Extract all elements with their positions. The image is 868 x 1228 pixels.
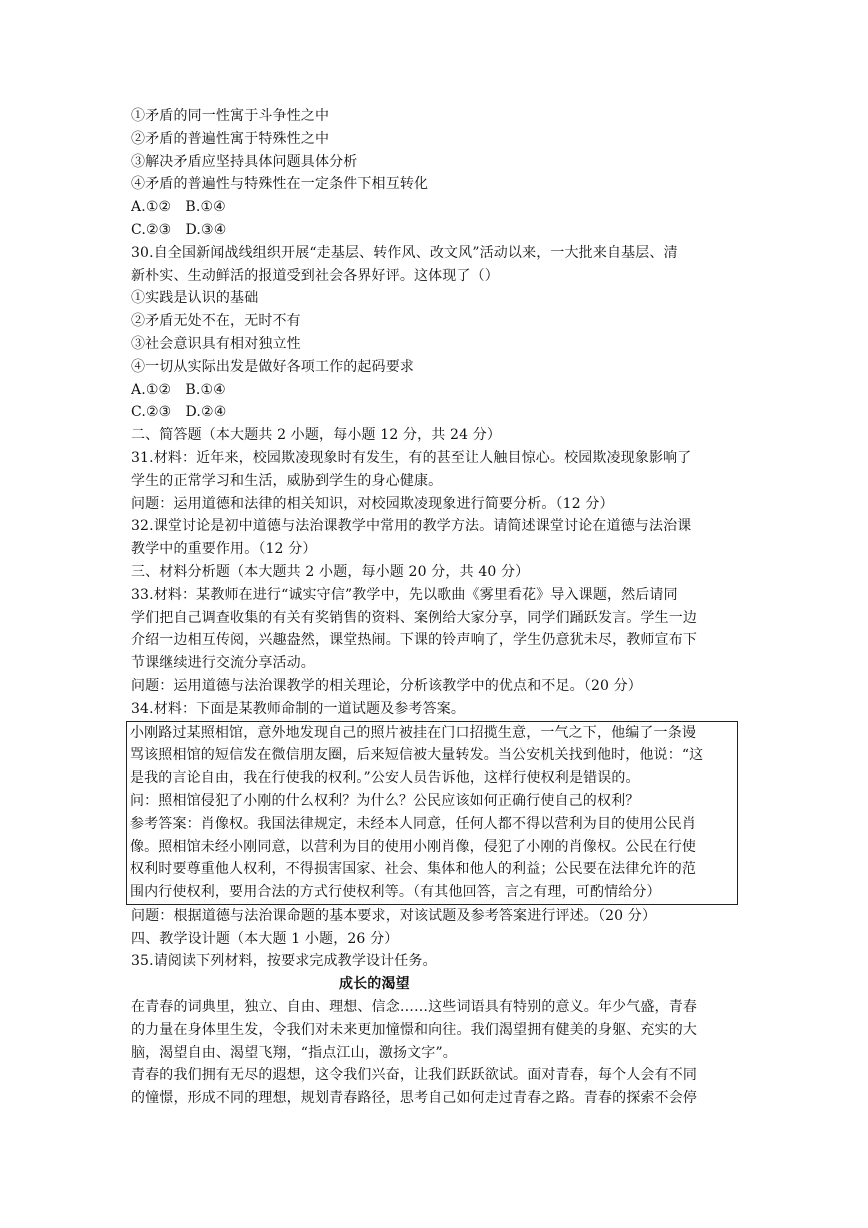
text-line: 35.请阅读下列材料，按要求完成教学设计任务。: [131, 953, 437, 970]
passage-line: 青春的我们拥有无尽的遐想，这令我们兴奋，让我们跃跃欲试。面对青春，每个人会有不同: [131, 1067, 697, 1084]
box-text-line: 权利时要尊重他人权利，不得损害国家、社会、集体和他人的利益；公民要在法律允许的范: [130, 861, 696, 878]
text-line: 学生的正常学习和生活，威胁到学生的身心健康。: [131, 472, 443, 489]
text-line: 介绍一边相互传阅，兴趣盎然，课堂热闹。下课的铃声响了，学生仍意犹未尽，教师宣布下: [131, 632, 697, 649]
passage-line: 在青春的词典里，独立、自由、理想、信念……这些词语具有特别的意义。年少气盛，青春: [131, 999, 697, 1016]
question-text-block-2: [131, 905, 741, 973]
text-line: 30.自全国新闻战线组织开展“走基层、转作风、改文风”活动以来，一大批来自基层、清: [131, 244, 678, 261]
text-line: ②矛盾的普遍性寓于特殊性之中: [131, 130, 330, 147]
text-line: 问题：运用道德和法律的相关知识，对校园欺凌现象进行简要分析。（12 分）: [131, 495, 614, 512]
text-line: 三、材料分析题（本大题共 2 小题，每小题 20 分，共 40 分）: [131, 563, 530, 580]
text-line: 问题：根据道德与法治课命题的基本要求，对该试题及参考答案进行评述。（20 分）: [131, 907, 657, 924]
text-line: ①矛盾的同一性寓于斗争性之中: [131, 108, 330, 124]
sample-question-box: [126, 721, 738, 905]
text-line: 34.材料：下面是某教师命制的一道试题及参考答案。: [131, 700, 466, 717]
text-line: 学们把自己调查收集的有关有奖销售的资料、案例给大家分享，同学们踊跃发言。学生一边: [131, 609, 697, 626]
box-text-line: 参考答案：肖像权。我国法律规定，未经本人同意，任何人都不得以营利为目的使用公民肖: [130, 815, 696, 832]
text-line: 节课继续进行交流分享活动。: [131, 655, 315, 672]
reading-title: 成长的渴望: [339, 976, 410, 993]
text-line: 31.材料：近年来，校园欺凌现象时有发生，有的甚至让人触目惊心。校园欺凌现象影响了: [131, 449, 692, 466]
text-line: 32.课堂讨论是初中道德与法治课教学中常用的教学方法。请简述课堂讨论在道德与法治课: [131, 518, 692, 535]
text-line: 33.材料：某教师在进行“诚实守信”教学中，先以歌曲《雾里看花》导入课题，然后请同: [131, 586, 678, 603]
passage-line: 的力量在身体里生发，令我们对未来更加憧憬和向往。我们渴望拥有健美的身躯、充实的大: [131, 1021, 697, 1038]
box-text-line: 是我的言论自由，我在行使我的权利。”公安人员告诉他，这样行使权利是错误的。: [130, 770, 640, 787]
text-line: 教学中的重要作用。（12 分）: [131, 541, 317, 558]
document-page: [131, 105, 741, 1110]
text-line: ②矛盾无处不在，无时不有: [131, 313, 301, 330]
passage-line: 的憧憬，形成不同的理想，规划青春路径，思考自己如何走过青春之路。青春的探索不会停: [131, 1090, 697, 1107]
text-line: 问题：运用道德与法治课教学的相关理论，分析该教学中的优点和不足。（20 分）: [131, 677, 642, 694]
box-text-line: 问：照相馆侵犯了小刚的什么权利？为什么？公民应该如何正确行使自己的权利？: [130, 792, 640, 809]
text-line: ④矛盾的普遍性与特殊性在一定条件下相互转化: [131, 176, 429, 193]
text-line: 四、教学设计题（本大题 1 小题，26 分）: [131, 930, 399, 947]
question-text-block: [131, 105, 741, 721]
text-line: ③解决矛盾应坚持具体问题具体分析: [131, 153, 358, 170]
text-line: C.②③ D.③④: [131, 221, 227, 238]
box-text-line: 骂该照相馆的短信发在微信朋友圈，后来短信被大量转发。当公安机关找到他时，他说：“这: [130, 747, 704, 764]
text-line: C.②③ D.②④: [131, 404, 227, 421]
text-line: ③社会意识具有相对独立性: [131, 335, 301, 352]
text-line: ①实践是认识的基础: [131, 290, 259, 307]
text-line: A.①② B.①④: [131, 381, 226, 398]
text-line: ④一切从实际出发是做好各项工作的起码要求: [131, 358, 414, 375]
text-line: 二、简答题（本大题共 2 小题，每小题 12 分，共 24 分）: [131, 427, 502, 444]
box-text-line: 像。照相馆未经小刚同意，以营利为目的使用小刚肖像，侵犯了小刚的肖像权。公民在行使: [130, 838, 696, 855]
reading-passage: [131, 996, 741, 1110]
text-line: 新朴实、生动鲜活的报道受到社会各界好评。这体现了（）: [131, 267, 499, 284]
text-line: A.①② B.①④: [131, 199, 226, 216]
box-text-line: 围内行使权利，要用合法的方式行使权利等。（有其他回答，言之有理，可酌情给分）: [130, 884, 661, 901]
passage-line: 脑，渴望自由、渴望飞翔，“指点江山，激扬文字”。: [131, 1044, 457, 1061]
box-text-line: 小刚路过某照相馆，意外地发现自己的照片被挂在门口招揽生意，一气之下，他编了一条谩: [130, 724, 696, 741]
